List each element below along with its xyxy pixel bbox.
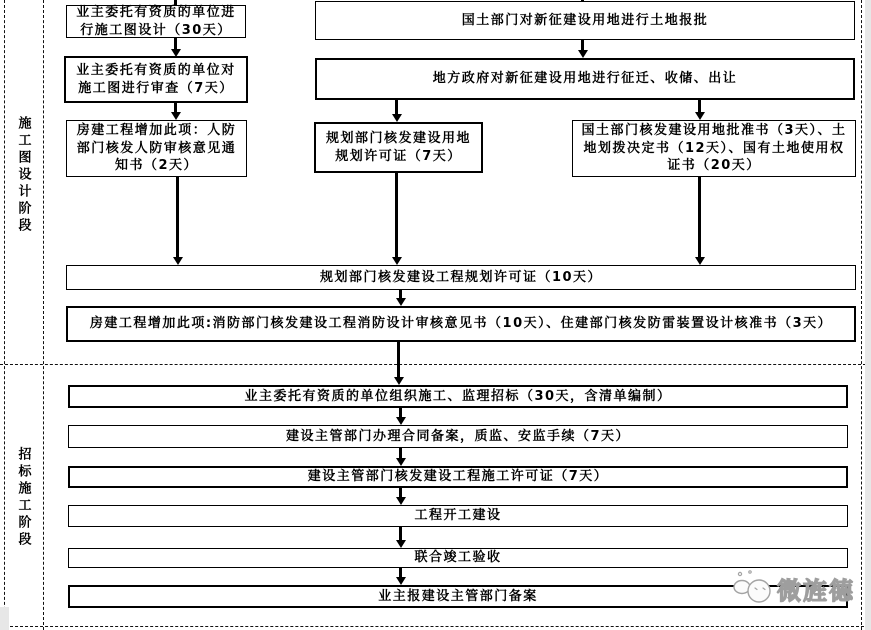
stage-label-bidding: 招标施工阶段 [15,447,31,549]
box-local-gov-expropriation: 地方政府对新征建设用地进行征迁、收储、出让 [315,58,855,100]
flow-arrow [174,38,177,57]
flow-arrow [395,100,398,122]
box-construction-permit: 建设主管部门核发建设工程施工许可证（7天） [68,466,848,488]
page-edge-bottom-left [0,607,9,630]
watermark [732,569,855,607]
stage-label-design: 施工图设计阶段 [15,115,31,235]
flow-arrow [399,488,402,505]
flow-arrow [174,103,177,120]
box-bidding-organization: 业主委托有资质的单位组织施工、监理招标（30天，含清单编制） [68,385,848,408]
flow-arrow [399,408,402,425]
box-project-planning-permit: 规划部门核发建设工程规划许可证（10天） [66,265,856,290]
box-land-approval: 国土部门对新征建设用地进行土地报批 [315,1,855,40]
flow-arrow [397,342,400,385]
flow-arrow [399,448,402,466]
flow-arrow [399,527,402,548]
stage-column-dashed-line [43,0,44,630]
flow-arrow [581,40,584,58]
watermark-text: 微旌德 [777,576,855,605]
box-joint-acceptance: 联合竣工验收 [68,548,848,568]
bottom-dashed-line [0,626,864,627]
box-design-review: 业主委托有资质的单位对施工图进行审查（7天） [64,56,248,103]
flow-arrow [698,100,701,120]
left-outer-dashed-line [4,0,5,630]
box-owner-entrust-design: 业主委托有资质的单位进行施工图设计（30天） [66,5,246,38]
flow-arrow [395,173,398,265]
watermark-logo-icon [732,569,774,607]
box-fire-lightning-approval: 房建工程增加此项:消防部门核发建设工程消防设计审核意见书（10天）、住建部门核发防雷装置设计核准书（3天） [66,306,856,342]
box-civil-air-defense-notice: 房建工程增加此项：人防部门核发人防审核意见通知书（2天） [66,120,247,177]
flow-arrow [399,568,402,585]
right-outer-dashed-line [861,0,862,630]
box-project-start: 工程开工建设 [68,505,848,527]
page-edge-right [865,0,871,630]
flow-arrow [698,177,701,265]
box-contract-filing: 建设主管部门办理合同备案，质监、安监手续（7天） [68,425,848,448]
box-land-planning-permit: 规划部门核发建设用地规划许可证（7天） [314,122,483,173]
box-owner-filing: 业主报建设主管部门备案 [68,585,848,608]
box-land-use-certificates: 国土部门核发建设用地批准书（3天）、土地划拨决定书（12天）、国有土地使用权证书（20天） [572,120,856,177]
stage-divider-dashed-line [0,364,866,365]
flow-arrow [399,290,402,306]
flow-arrow [176,177,179,265]
